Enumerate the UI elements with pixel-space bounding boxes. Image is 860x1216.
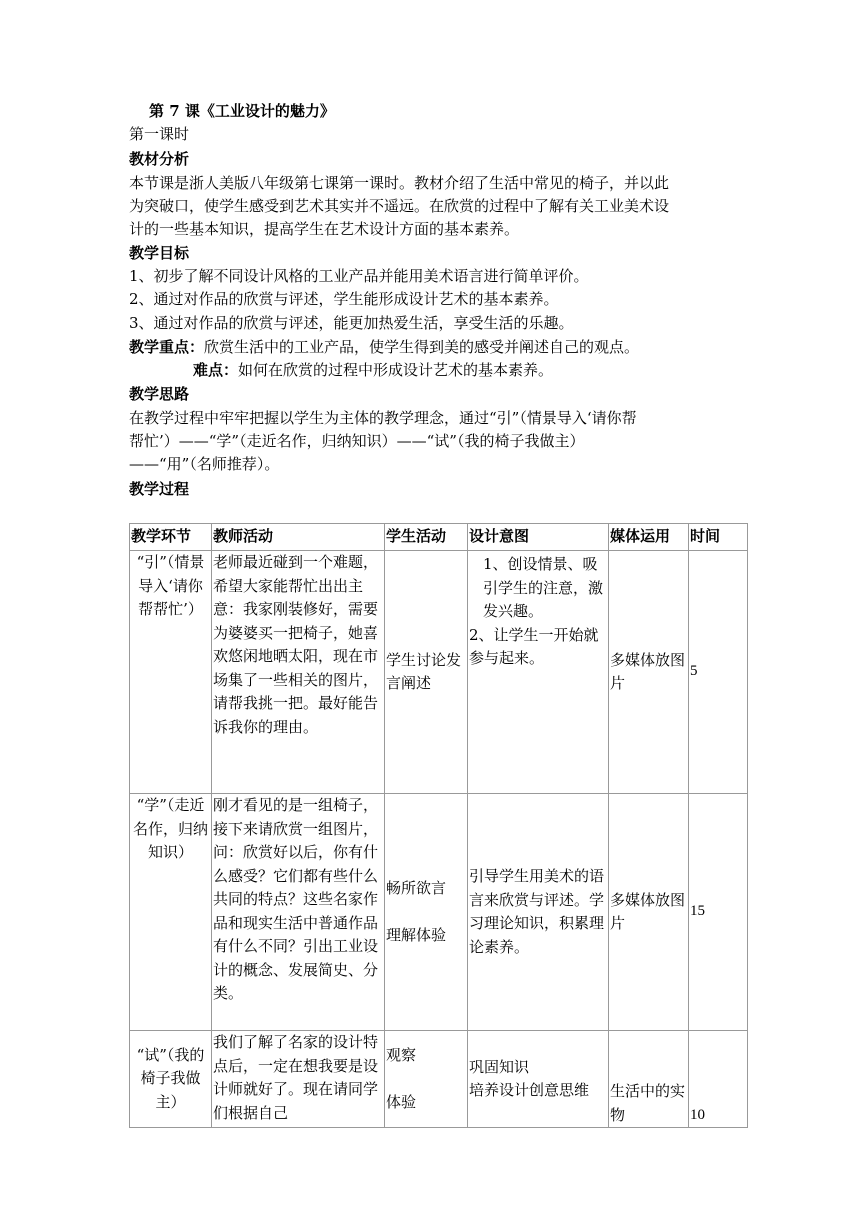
idea-line-3: ——“用”（名师推荐）。	[129, 455, 280, 473]
row2-teacher: 刚才看见的是一组椅子，接下来请欣赏一组图片，问：欣赏好以后，你有什么感受？它们都有些什么共同的特点？这些名家作品和现实生活中普通作品有什么不同？引出工业设计的概念、发展简史、分类。	[212, 794, 385, 1031]
lesson-process-table	[129, 523, 748, 1128]
process-heading: 教学过程	[129, 480, 190, 498]
row1-teacher: 老师最近碰到一个难题，希望大家能帮忙出出主意：我家刚装修好，需要为婆婆买一把椅子，她喜欢悠闲地晒太阳，现在市场集了一些相关的图片，请帮我挑一把。最好能告诉我你的理由。	[212, 551, 385, 794]
header-media: 媒体运用	[609, 524, 689, 551]
row3-student-1: 观察	[386, 1045, 417, 1064]
difficulty-label: 难点：	[193, 361, 239, 379]
idea-heading: 教学思路	[129, 385, 190, 403]
row1-student: 学生讨论发言阐述	[385, 551, 468, 794]
row2-step: “学”（走近名作，归纳知识）	[130, 794, 212, 1031]
row3-time: 10	[689, 1031, 748, 1128]
row1-step: “引”（情景导入‘请你帮帮忙’）	[130, 551, 212, 794]
material-line-1: 本节课是浙人美版八年级第七课第一课时。教材介绍了生活中常见的椅子，并以此	[129, 174, 670, 192]
difficulty-point	[193, 359, 553, 382]
row3-intent-1: 巩固知识	[469, 1057, 530, 1076]
lesson-period: 第一课时	[129, 125, 190, 143]
goal-1: 1、初步了解不同设计风格的工业产品并能用美术语言进行简单评价。	[129, 267, 589, 285]
row2-student-1: 畅所欲言	[386, 878, 447, 897]
key-point	[129, 336, 639, 359]
table-row	[130, 794, 748, 1031]
row3-intent	[468, 1031, 609, 1128]
row3-media: 生活中的实物	[609, 1031, 689, 1128]
table-row	[130, 1031, 748, 1128]
header-step: 教学环节	[130, 524, 212, 551]
key-point-text: 欣赏生活中的工业产品，使学生得到美的感受并阐述自己的观点。	[204, 338, 640, 356]
goal-2: 2、通过对作品的欣赏与评述，学生能形成设计艺术的基本素养。	[129, 290, 559, 308]
row1-intent-1: 1、创设情景、吸引学生的注意，激发兴趣。	[483, 555, 604, 620]
lesson-title: 第 7 课《工业设计的魅力》	[149, 102, 335, 120]
material-heading: 教材分析	[129, 150, 190, 168]
row3-step: “试”（我的椅子我做主）	[130, 1031, 212, 1128]
row3-student-2: 体验	[386, 1093, 417, 1111]
header-time: 时间	[689, 524, 748, 551]
row2-student	[385, 794, 468, 1031]
idea-line-2: 帮忙’）——“学”（走近名作，归纳知识）——“试”（我的椅子我做主）	[129, 432, 585, 450]
goals-heading: 教学目标	[129, 244, 190, 262]
row2-media: 多媒体放图片	[609, 794, 689, 1031]
header-intent: 设计意图	[468, 524, 609, 551]
row2-student-2: 理解体验	[386, 926, 447, 944]
material-line-2: 为突破口，使学生感受到艺术其实并不遥远。在欣赏的过程中了解有关工业美术设	[129, 197, 670, 215]
row1-intent	[468, 551, 609, 794]
key-point-label: 教学重点：	[129, 338, 205, 356]
row3-student	[385, 1031, 468, 1128]
difficulty-text: 如何在欣赏的过程中形成设计艺术的基本素养。	[238, 361, 554, 379]
goal-3: 3、通过对作品的欣赏与评述，能更加热爱生活，享受生活的乐趣。	[129, 314, 574, 332]
row2-time: 15	[689, 794, 748, 1031]
row2-intent: 引导学生用美术的语言来欣赏与评述。学习理论知识，积累理论素养。	[468, 794, 609, 1031]
row3-intent-2: 培养设计创意思维	[469, 1081, 590, 1099]
row1-media: 多媒体放图片	[609, 551, 689, 794]
table-header-row	[130, 524, 748, 551]
table-row	[130, 551, 748, 794]
idea-line-1: 在教学过程中牢牢把握以学生为主体的教学理念，通过“引”（情景导入‘请你帮	[129, 409, 637, 427]
row3-teacher: 我们了解了名家的设计特点后，一定在想我要是设计师就好了。现在请同学们根据自己	[212, 1031, 385, 1128]
row1-time: 5	[689, 551, 748, 794]
header-teacher: 教师活动	[212, 524, 385, 551]
header-student: 学生活动	[385, 524, 468, 551]
material-line-3: 计的一些基本知识，提高学生在艺术设计方面的基本素养。	[129, 220, 520, 238]
row1-intent-2: 2、让学生一开始就参与起来。	[469, 625, 599, 667]
